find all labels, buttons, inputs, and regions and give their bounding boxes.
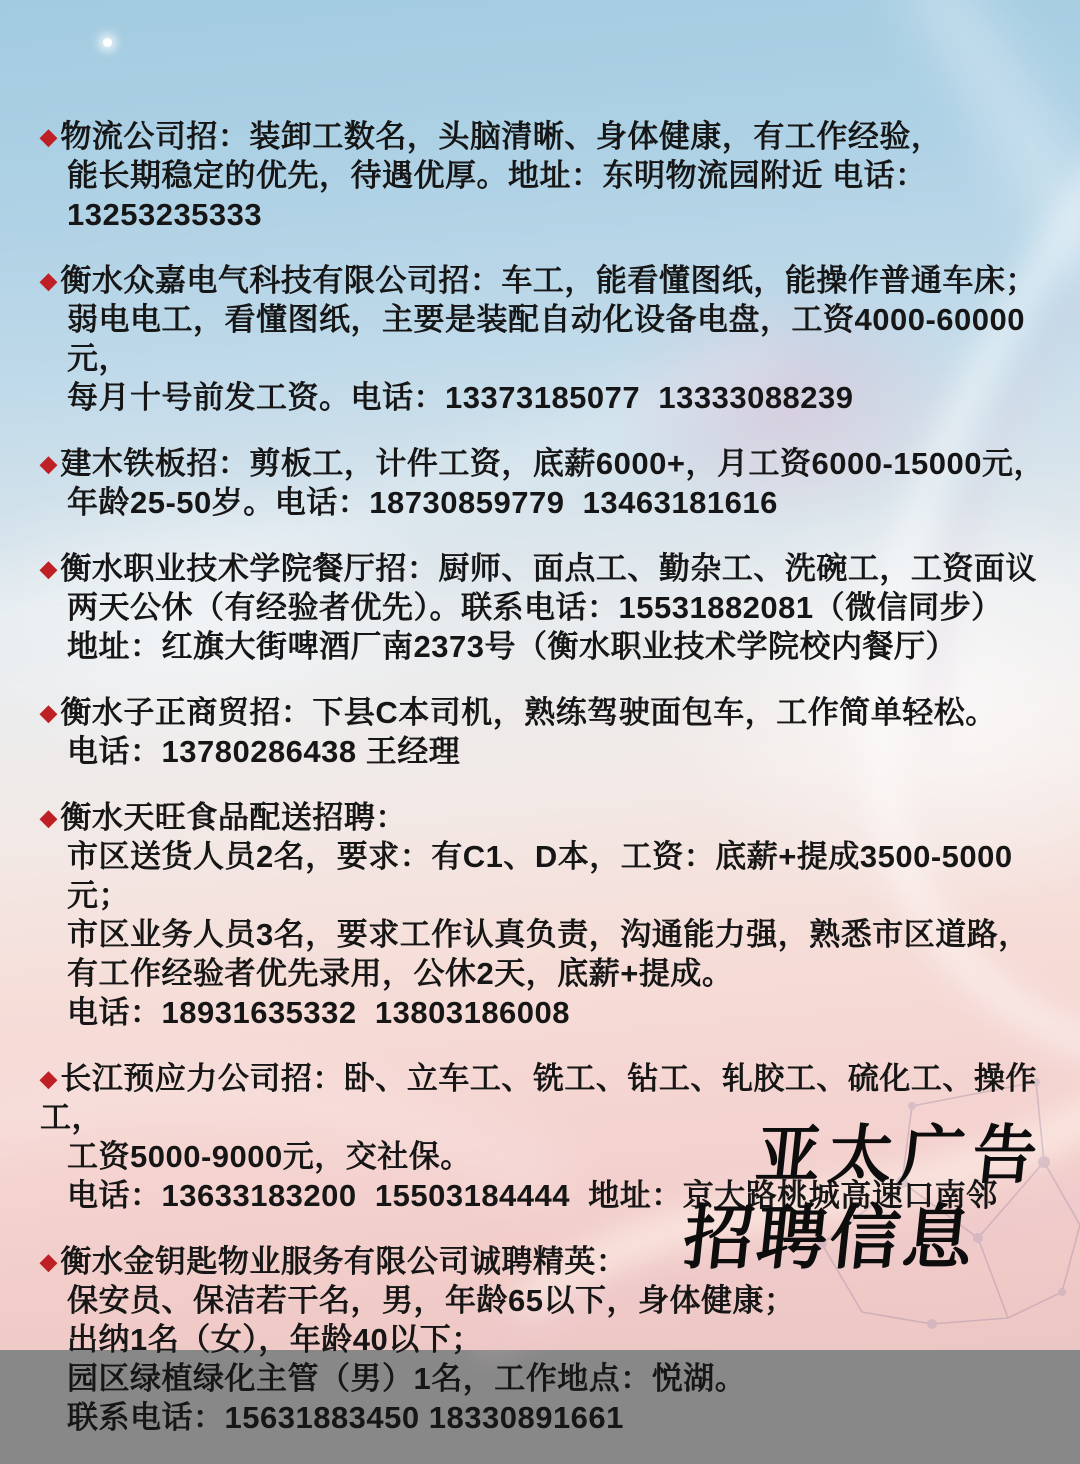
job-listing-logistics [40,117,1046,234]
listing-line [40,117,1046,156]
diamond-bullet-icon: ◆ [40,805,58,830]
listing-line: 有工作经验者优先录用，公休2天，底薪+提成。 [67,956,734,991]
listing-line: 每月十号前发工资。电话：13373185077 13333088239 [67,380,854,415]
listing-line: 园区绿植绿化主管（男）1名，工作地点：悦湖。 [67,1361,747,1396]
diamond-bullet-icon: ◆ [40,556,58,581]
brand-tagline: 招聘信息 [679,1201,980,1278]
listing-line: 电话：18931635332 13803186008 [67,995,571,1030]
job-listing-jianmu-sheetmetal [40,444,1046,522]
listing-line: 出纳1名（女），年龄40以下； [67,1322,483,1357]
listing-line [40,261,1046,300]
listing-line: 电话：13780286438 王经理 [67,734,461,769]
sparkle-dot [103,38,112,47]
listing-line: 弱电电工，看懂图纸，主要是装配自动化设备电盘，工资4000-60000元， [67,302,1025,376]
listing-text: 衡水子正商贸招：下县C本司机，熟练驾驶面包车，工作简单轻松。 [60,695,997,730]
listing-line: 年龄25-50岁。电话：18730859779 13463181616 [67,485,778,520]
listing-line: 电话：13633183200 15503184444 地址：京大路桃城高速口南邻 [67,1178,998,1213]
listing-line: 市区送货人员2名，要求：有C1、D本，工资：底薪+提成3500-5000元； [67,839,1013,913]
listing-text: 衡水职业技术学院餐厅招：厨师、面点工、勤杂工、洗碗工，工资面议 [60,551,1037,586]
diamond-bullet-icon: ◆ [40,124,58,149]
diamond-bullet-icon: ◆ [40,451,58,476]
listing-text: 衡水天旺食品配送招聘： [60,800,407,835]
advertiser-brand [679,1118,1048,1280]
listing-line [40,444,1046,483]
listing-line [40,798,1046,837]
listing-text: 衡水金钥匙物业服务有限公司诚聘精英： [60,1244,628,1279]
job-listing-college-canteen [40,549,1046,666]
diamond-bullet-icon: ◆ [40,1066,58,1091]
listing-line: 两天公休（有经验者优先）。联系电话：15531882081（微信同步） [67,590,1003,625]
listing-line: 地址：红旗大街啤酒厂南2373号（衡水职业技术学院校内餐厅） [67,629,957,664]
listing-line [40,549,1046,588]
diamond-bullet-icon: ◆ [40,700,58,725]
listing-line: 保安员、保洁若干名，男，年龄65以下，身体健康； [67,1283,796,1318]
listing-line: 能长期稳定的优先，待遇优厚。地址：东明物流园附近 电话：13253235333 [67,158,927,232]
listing-line: 工资5000-9000元，交社保。 [67,1139,472,1174]
listing-text: 建木铁板招：剪板工，计件工资，底薪6000+，月工资6000-15000元， [60,446,1045,481]
listing-line: 联系电话：15631883450 18330891661 [67,1400,624,1435]
listing-line [40,693,1046,732]
listing-line: 市区业务人员3名，要求工作认真负责，沟通能力强，熟悉市区道路， [67,917,1030,952]
job-listing-zizheng-trading [40,693,1046,771]
diamond-bullet-icon: ◆ [40,268,58,293]
listing-text: 物流公司招：装卸工数名，头脑清晰、身体健康，有工作经验， [60,119,943,154]
diamond-bullet-icon: ◆ [40,1249,58,1274]
job-listing-zhongjia-electric [40,261,1046,417]
brand-name: 亚太广告 [752,1120,1049,1191]
listing-text: 长江预应力公司招：卧、立车工、铣工、钻工、轧胶工、硫化工、操作工， [40,1061,1037,1135]
job-listing-tianwang-food [40,798,1046,1032]
listing-text: 衡水众嘉电气科技有限公司招：车工，能看懂图纸，能操作普通车床； [60,263,1037,298]
